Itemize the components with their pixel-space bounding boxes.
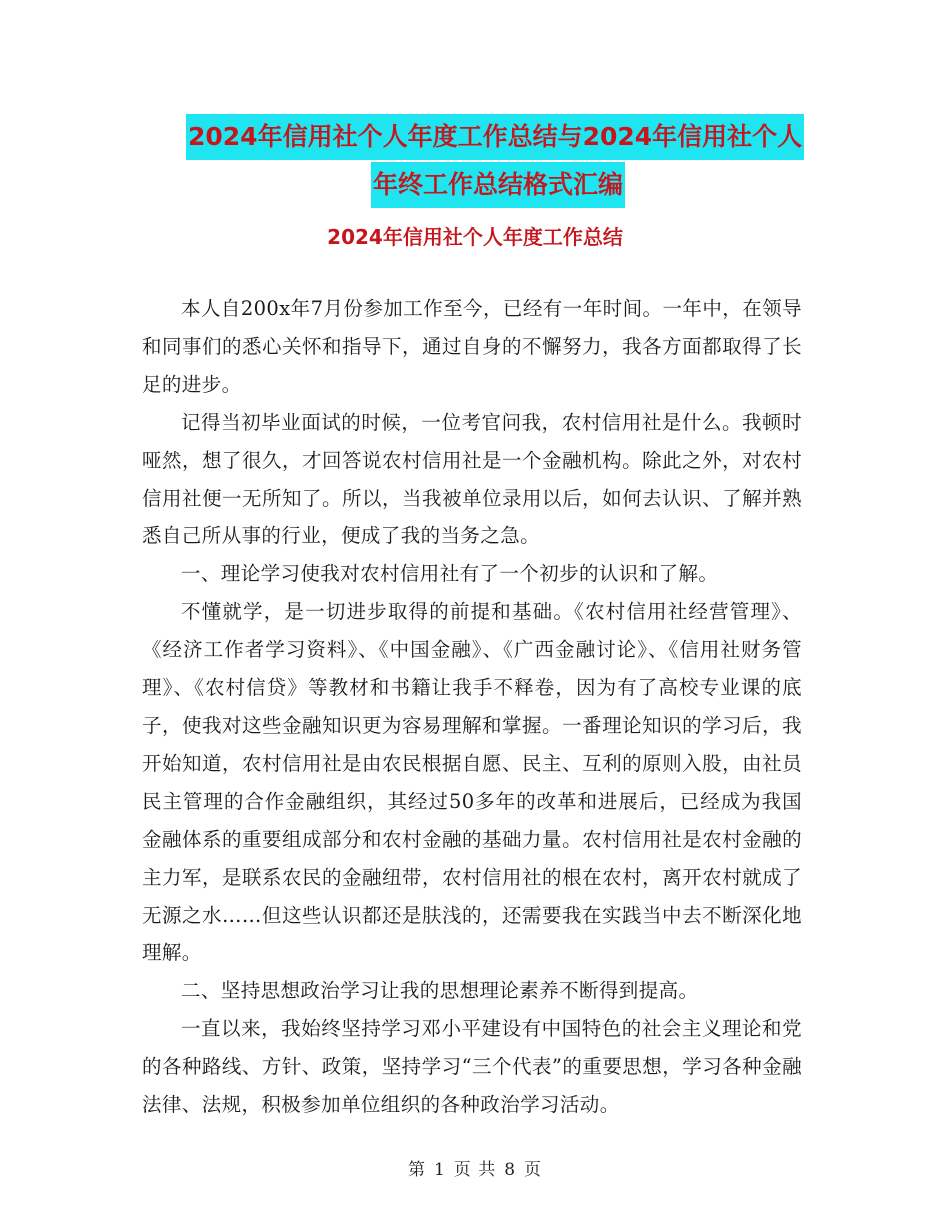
body-text xyxy=(142,290,802,1124)
footer-total-pages: 8 xyxy=(504,1160,517,1180)
paragraph: 本人自200x年7月份参加工作至今，已经有一年时间。一年中，在领导和同事们的悉心关怀和指导下，通过自身的不懈努力，我各方面都取得了长足的进步。 xyxy=(142,297,802,396)
paragraph: 不懂就学，是一切进步取得的前提和基础。《农村信用社经营管理》、《经济工作者学习资料》、《中国金融》、《广西金融讨论》、《信用社财务管理》、《农村信贷》等教材和书籍让我手不释卷，因为有了高校专业课的底子，使我对这些金融知识更为容易理解和掌握。一番理论知识的学习后，我开始知道，农村信用社是由农民根据自愿、民主、互利的原则入股，由社员民主管理的合作金融组织，其经过50多年的改革和进展后，已经成为我国金融体系的重要组成部分和农村金融的基础力量。农村信用社是农村金融的主力军，是联系农民的金融纽带，农村信用社的根在农村，离开农村就成了无源之水……但这些认识都还是肤浅的，还需要我在实践当中去不断深化地理解。 xyxy=(142,600,802,965)
paragraph-heading: 一、理论学习使我对农村信用社有了一个初步的认识和了解。 xyxy=(181,562,719,586)
title-line-2: 年终工作总结格式汇编 xyxy=(371,162,625,208)
paragraph-heading: 二、坚持思想政治学习让我的思想理论素养不断得到提高。 xyxy=(181,979,699,1003)
title-line-1: 2024年信用社个人年度工作总结与2024年信用社个人 xyxy=(186,114,804,160)
section-heading: 2024年信用社个人年度工作总结 xyxy=(327,225,623,249)
footer-suffix: 页 xyxy=(524,1160,543,1180)
page-footer xyxy=(0,1155,950,1180)
paragraph: 记得当初毕业面试的时候，一位考官问我，农村信用社是什么。我顿时哑然，想了很久，才回答说农村信用社是一个金融机构。除此之外，对农村信用社便一无所知了。所以，当我被单位录用以后，如何去认识、了解并熟悉自己所从事的行业，便成了我的当务之急。 xyxy=(142,410,802,548)
footer-middle: 页 共 xyxy=(453,1160,497,1180)
paragraph: 一直以来，我始终坚持学习邓小平建设有中国特色的社会主义理论和党的各种路线、方针、政策，坚持学习“三个代表”的重要思想，学习各种金融法律、法规，积极参加单位组织的各种政治学习活动。 xyxy=(142,1017,802,1117)
footer-prefix: 第 xyxy=(407,1160,426,1180)
footer-page-number: 1 xyxy=(433,1160,446,1180)
